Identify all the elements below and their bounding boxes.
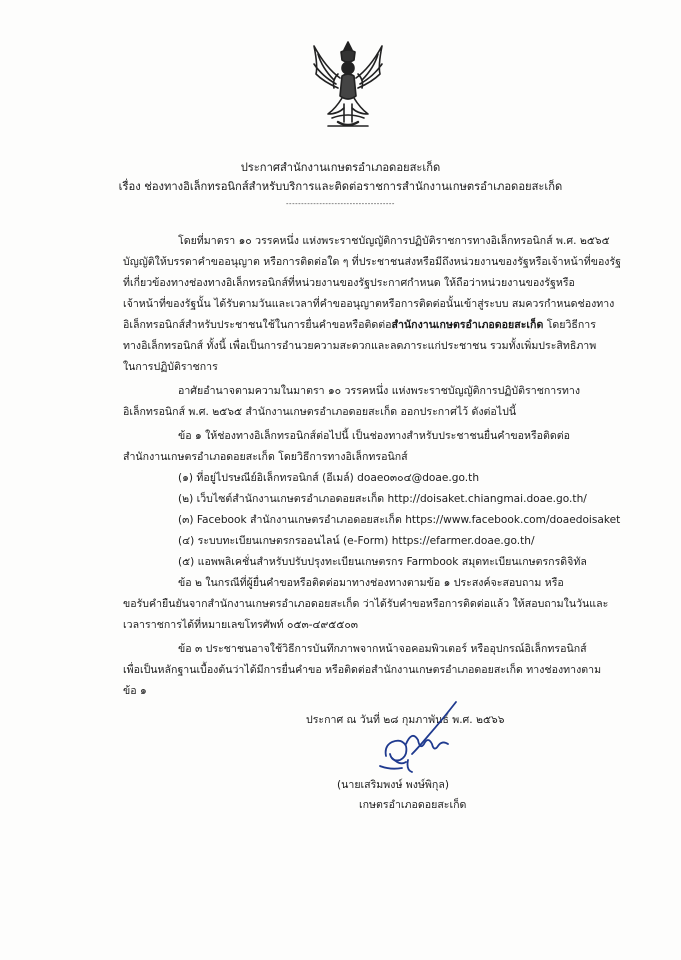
paragraph-2-line-1: อาศัยอำนาจตามความในมาตรา ๑๐ วรรคหนึ่ง แห่งพระราชบัญญัติการปฏิบัติราชการทาง xyxy=(178,385,581,397)
channel-item-eform: (๔) ระบบทะเบียนเกษตรกรออนไลน์ (e-Form) https://efarmer.doae.go.th/ xyxy=(178,535,535,547)
paragraph-1-line-3: ที่เกี่ยวข้องทางช่องทางอิเล็กทรอนิกส์ที่หน่วยงานของรัฐประกาศกำหนด ให้ถือว่าหน่วยงานของรัฐหรือ xyxy=(123,277,575,289)
paragraph-2-line-2: อิเล็กทรอนิกส์ พ.ศ. ๒๕๖๕ สำนักงานเกษตรอำเภอดอยสะเก็ด ออกประกาศไว้ ดังต่อไปนี้ xyxy=(123,406,517,418)
paragraph-1-line-2: บัญญัติให้บรรดาคำขออนุญาต หรือการติดต่อใด ๆ ที่ประชาชนส่งหรือมีถึงหน่วยงานของรัฐหรือเจ้าหน้าที่ของรัฐ xyxy=(123,256,622,268)
clause-1-line-2: สำนักงานเกษตรอำเภอดอยสะเก็ด โดยวิธีการทางอิเล็กทรอนิกส์ xyxy=(123,451,408,463)
paragraph-1-line-5 xyxy=(123,320,596,331)
paragraph-1-line-4: เจ้าหน้าที่ของรัฐนั้น ได้รับตามวันและเวลาที่คำขออนุญาตหรือการติดต่อนั้นเข้าสู่ระบบ สมควรกำหนดช่องทาง xyxy=(123,298,615,310)
clause-3-line-2: เพื่อเป็นหลักฐานเบื้องต้นว่าได้มีการยื่นคำขอ หรือติดต่อสำนักงานเกษตรอำเภอดอยสะเก็ด ทางช่องทางตาม xyxy=(123,664,602,676)
paragraph-1-line-7: ในการปฏิบัติราชการ xyxy=(123,361,218,373)
signatory-name: (นายเสริมพงษ์ พงษ์พิกุล) xyxy=(337,779,449,791)
clause-2-line-1: ข้อ ๒ ในกรณีที่ผู้ยื่นคำขอหรือติดต่อมาทางช่องทางตามข้อ ๑ ประสงค์จะสอบถาม หรือ xyxy=(178,577,564,589)
announcement-date: ประกาศ ณ วันที่ ๒๘ กุมภาพันธ์ พ.ศ. ๒๕๖๖ xyxy=(306,714,505,726)
garuda-emblem-icon xyxy=(308,38,388,130)
paragraph-1-line-5-start: อิเล็กทรอนิกส์สำหรับประชาชนใช้ในการยื่นคำขอหรือติดต่อ xyxy=(123,319,392,331)
paragraph-1-line-5-end: โดยวิธีการ xyxy=(543,319,596,331)
handwritten-signature-icon xyxy=(372,700,482,780)
clause-2-line-3: เวลาราชการได้ที่หมายเลขโทรศัพท์ ๐๕๓-๔๙๕๕๐๓ xyxy=(123,619,359,631)
signatory-position: เกษตรอำเภอดอยสะเก็ด xyxy=(359,799,467,811)
channel-item-email: (๑) ที่อยู่ไปรษณีย์อิเล็กทรอนิกส์ (อีเมล์) doaeo๓๐๔@doae.go.th xyxy=(178,472,480,484)
clause-1-line-1: ข้อ ๑ ให้ช่องทางอิเล็กทรอนิกส์ต่อไปนี้ เป็นช่องทางสำหรับประชาชนยื่นคำขอหรือติดต่อ xyxy=(178,430,571,442)
divider: ------------------------------------ xyxy=(286,200,395,208)
channel-item-farmbook: (๕) แอพพลิเคชั่นสำหรับปรับปรุงทะเบียนเกษตรกร Farmbook สมุดทะเบียนเกษตรกรดิจิทัล xyxy=(178,556,587,568)
office-name-bold: สำนักงานเกษตรอำเภอดอยสะเก็ด xyxy=(391,319,544,331)
channel-item-facebook: (๓) Facebook สำนักงานเกษตรอำเภอดอยสะเก็ด https://www.facebook.com/doaedoisaket xyxy=(178,514,621,526)
clause-3-line-3: ข้อ ๑ xyxy=(123,685,147,697)
channel-item-website: (๒) เว็บไซต์สำนักงานเกษตรอำเภอดอยสะเก็ด http://doisaket.chiangmai.doae.go.th/ xyxy=(178,493,587,505)
clause-2-line-2: ขอรับคำยืนยันจากสำนักงานเกษตรอำเภอดอยสะเก็ด ว่าได้รับคำขอหรือการติดต่อแล้ว ให้สอบถามในวันและ xyxy=(123,598,609,610)
announcement-subject: เรื่อง ช่องทางอิเล็กทรอนิกส์สำหรับบริการและติดต่อราชการสำนักงานเกษตรอำเภอดอยสะเก็ด xyxy=(118,180,563,193)
announcement-title: ประกาศสำนักงานเกษตรอำเภอดอยสะเก็ด xyxy=(240,161,441,174)
paragraph-1-line-1: โดยที่มาตรา ๑๐ วรรคหนึ่ง แห่งพระราชบัญญัติการปฏิบัติราชการทางอิเล็กทรอนิกส์ พ.ศ. ๒๕๖๕ xyxy=(178,235,610,247)
clause-3-line-1: ข้อ ๓ ประชาชนอาจใช้วิธีการบันทึกภาพจากหน้าจอคอมพิวเตอร์ หรืออุปกรณ์อิเล็กทรอนิกส์ xyxy=(178,643,587,655)
paragraph-1-line-6: ทางอิเล็กทรอนิกส์ ทั้งนี้ เพื่อเป็นการอำนวยความสะดวกและลดภาระแก่ประชาชน รวมทั้งเพิ่มประสิทธิภาพ xyxy=(123,340,597,352)
